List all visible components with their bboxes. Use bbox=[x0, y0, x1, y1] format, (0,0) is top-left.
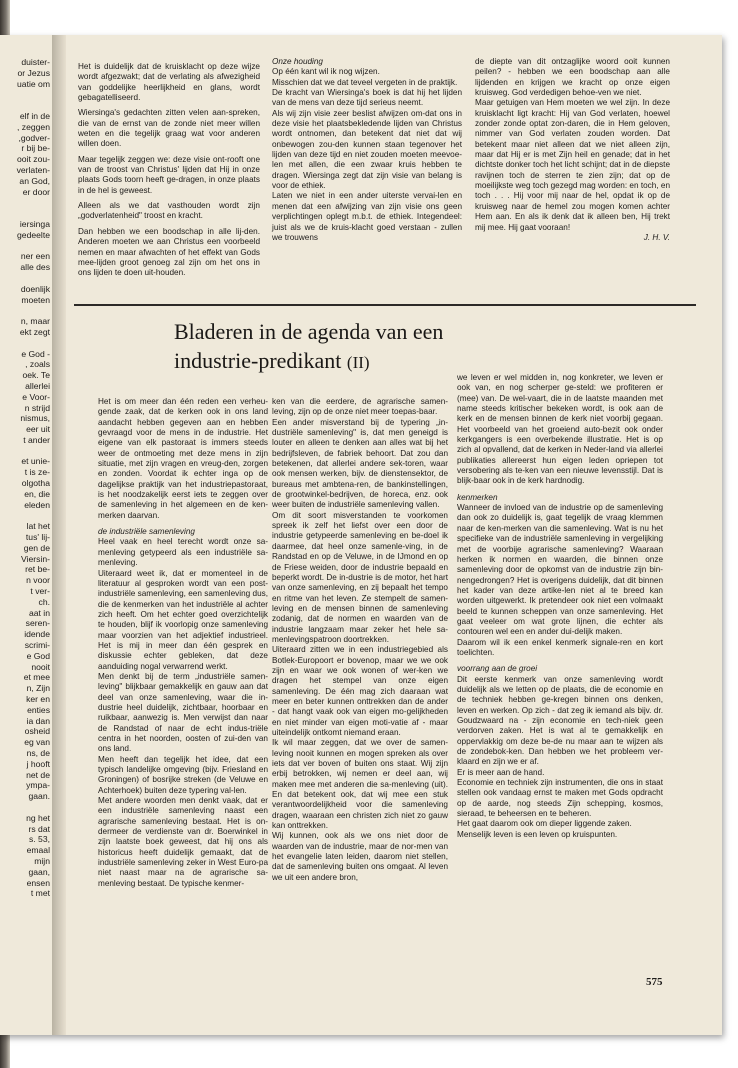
fragment-line: ng het bbox=[26, 812, 50, 823]
paragraph: Er is meer aan de hand. bbox=[457, 767, 545, 777]
paragraph: Op één kant wil ik nog wijzen. bbox=[272, 67, 380, 77]
paragraph: Maar getuigen van Hem moeten we wel zijn. In deze kruisklacht ligt kracht: Hij van God verlaten, hoewel zonder zonde optat zon-daren, die in Hem geloven, nimmer van God verlaten zouden worden. Dat betekent maar niet alleen dat we niet alleen zijn, maar dat Hij er is met Zijn heil en genade; dat in het dichtste donker toch het licht schijnt; dat in de diepste ravijnen toch de sterren te zien zijn; dat op de moeilijkste weg toch gezegd mag worden: en toch, en toch . . . Hij voor mij naar de hel, opdat ik op de kruisweg naar de hemel zou mogen komen achter Hem aan. En als ik denk dat ik alleen ben, Hij trekt mij mee. Hij gaat vooraan! bbox=[475, 98, 670, 232]
paragraph: Men denkt bij de term „industriële samen-leving" blijkbaar gemakkelijk en gauw aan dat deel van onze samenleving, waar die in-dustrie heel duidelijk, zichtbaar, hoorbaar en ruikbaar, aanwezig is. Men verwijst dan naar de Randstad of naar de echt indus-triële centra in het noorden, oosten of zui-den van ons land. bbox=[98, 671, 268, 754]
fragment-line: t is ze- bbox=[24, 467, 50, 478]
fragment-line: alle des bbox=[20, 262, 50, 273]
paragraph: Dan hebben we een boodschap in alle lij-den. Anderen moeten we aan Christus een voorbeeld nemen en maar afwachten of het effekt van Gods mee-lijden groot genoeg zal zijn om het ons in ons lijden te doen uit-houden. bbox=[78, 226, 260, 278]
fragment-line: et mee bbox=[23, 672, 50, 683]
fragment-line: er door bbox=[22, 186, 50, 197]
paragraph: Wiersinga's gedachten zitten velen aan-spreken, die van de ernst van de zonde niet meer willen weten en die tegelijk graag wat voor anderen willen doen. bbox=[78, 108, 260, 149]
fragment-line: gedeelte bbox=[17, 229, 50, 240]
paragraph: Menselijk leven is een leven op kruispunten. bbox=[457, 829, 618, 839]
fragment-line: ensen bbox=[26, 877, 50, 888]
fragment-line: idende bbox=[24, 629, 50, 640]
fragment-line: j hooft bbox=[26, 758, 50, 769]
paragraph: Men heeft dan tegelijk het idee, dat een typisch landelijke omgeving (bijv. Friesland en Groningen) of bosrijke streken (de Veluwe en Achterhoek) buiten deze typering val-len. bbox=[98, 754, 268, 795]
headline-line-2: industrie-predikant bbox=[174, 348, 342, 373]
fragment-line: gen de bbox=[23, 542, 50, 553]
paragraph: Maar tegelijk zeggen we: deze visie ont-rooft one van de troost van Christus' lijden dat Hij in onze plaats Gods toorn heeft ge-dragen, in onze plaats in de hel is geweest. bbox=[78, 154, 260, 195]
fragment-line: ch. bbox=[38, 596, 50, 607]
fragment-line: gaan. bbox=[28, 791, 50, 802]
paragraph: Als wij zijn visie zeer beslist afwijzen om-dat ons in deze visie het plaatsbekledende lijden van Christus wordt ontnomen, dan betekent dat niet dat wij onbewogen zou-den kunnen staan tegenover het lijden van deze tijd en niet zouden moeten meevoe-len met allen, die een zwaar kruis hebben te dragen. Wiersinga zegt dat zijn visie van belang is voor de ethiek. bbox=[272, 108, 462, 191]
fragment-line bbox=[10, 241, 50, 252]
fragment-line: ooit zou- bbox=[17, 154, 50, 165]
fragment-line: ympa- bbox=[26, 780, 50, 791]
fragment-line: osheid bbox=[24, 726, 50, 737]
fragment-line: lat het bbox=[26, 521, 50, 532]
fragment-line: t met bbox=[30, 888, 50, 899]
fragment-line: t ver- bbox=[30, 586, 50, 597]
article-headline bbox=[174, 317, 454, 377]
fragment-line: , zeggen bbox=[17, 121, 50, 132]
fragment-line: s. 53, bbox=[28, 834, 50, 845]
article-column-3 bbox=[457, 373, 663, 840]
paragraph: Alleen als we dat vasthouden wordt zijn „godverlatenheid" troost en kracht. bbox=[78, 201, 260, 221]
fragment-line bbox=[10, 802, 50, 813]
section-heading: kenmerken bbox=[457, 492, 498, 502]
fragment-line: e God bbox=[26, 650, 50, 661]
paragraph: Dit eerste kenmerk van onze samenleving wordt duidelijk als we letten op de plaats, die de economie en de techniek hebben ge-kregen binnen ons denken, leven en werken. Op zich - dat zeg ik iemand als bijv. dr. Goudzwaard na - zijn economie en tech-niek geen verdorven zaken. Het is wat al te gemakkelijk en oppervlakkig om deze be-de nu maar aan te wijzen als de zondebok-ken. Dan hebben we het probleem ver-klaard en zijn we er af. bbox=[457, 674, 663, 767]
paragraph: Ik wil maar zeggen, dat we over de samen-leving nooit kunnen en mogen spreken als over iets dat ver boven of buiten ons staat. Wij zijn erbij betrokken, wij nemen er deel aan, wij maken mee met anderen die sa-menleving (uit). En dat betekent ook, dat wij mee een stuk verantwoordelijkheid voor die samenleving dragen, waaraan een christen zich niet zo gauw kan onttrekken. bbox=[272, 738, 448, 831]
fragment-line: e Voor- bbox=[22, 391, 50, 402]
fragment-line: n, maar bbox=[20, 316, 50, 327]
fragment-line: ner een bbox=[20, 251, 50, 262]
paragraph: Misschien dat we dat teveel vergeten in de praktijk. bbox=[272, 77, 458, 87]
fragment-line: nooit bbox=[31, 661, 50, 672]
fragment-line: oek. Te bbox=[22, 370, 50, 381]
previous-page-fragments bbox=[10, 57, 50, 899]
fragment-line: eg van bbox=[24, 737, 50, 748]
paragraph: Met andere woorden men denkt vaak, dat er een industriële samenleving naast een agrarische samenleving bestaat. Het is on-dermeer de verdienste van dr. Boerwinkel in zijn laatste boek geweest, dat hij ons als historicus heeft duidelijk gemaakt, dat de industriële samenleving zeker in West Euro-pa niet naast maar na de agrarische sa-menleving bestaat. De typische kenmer- bbox=[98, 796, 268, 888]
paragraph: Om dit soort misverstanden te voorkomen spreek ik zelf het liefst over een door de industrie getypeerde samenleving en be-doel ik daarmee, dat heel onze samenle-ving, in de Randstad en op de Veluwe, in de IJmond en op de Friese weiden, door de industrie bepaald en beperkt wordt. De in-dustrie is de motor, het hart van onze samenleving, en zij bepaalt het tempo en ritme van het leven. Ze stempelt de samen-leving en de mensen binnen de samenleving zodanig, dat de normen en waarden van de industrie langzaam maar zeker het hele sa-menlevingspatroon doortrekken. bbox=[272, 510, 448, 644]
fragment-line: t ander bbox=[23, 434, 50, 445]
fragment-line bbox=[10, 208, 50, 219]
fragment-line: eer uit bbox=[26, 424, 50, 435]
fragment-line: iersinga bbox=[19, 218, 50, 229]
fragment-line: r bij be- bbox=[21, 143, 50, 154]
fragment-line bbox=[10, 100, 50, 111]
fragment-line: ekt zegt bbox=[19, 326, 50, 337]
paragraph: De kracht van Wiersinga's boek is dat hij het lijden van de mens van deze tijd serieus neemt. bbox=[272, 88, 462, 108]
section-heading: de industriële samenleving bbox=[98, 527, 195, 537]
paragraph: Economie en techniek zijn instrumenten, die ons in staat stellen ook vandaag ernst te maken met Gods opdracht op de aarde, nog steeds Zijn schepping, kosmos, sieraad, te beheersen en te beheren. bbox=[457, 778, 663, 819]
fragment-line bbox=[10, 89, 50, 100]
fragment-line: aat in bbox=[28, 607, 50, 618]
paragraph: Het gaat daarom ook om dieper liggende zaken. bbox=[457, 819, 632, 829]
fragment-line: rs dat bbox=[28, 823, 50, 834]
fragment-line: scrimi- bbox=[24, 640, 50, 651]
fragment-line: duister- bbox=[21, 57, 50, 67]
fragment-line: n strijd bbox=[24, 402, 50, 413]
top-article-column-3 bbox=[475, 57, 670, 248]
article-divider bbox=[74, 304, 696, 306]
fragment-line: nismus, bbox=[20, 413, 50, 424]
fragment-line: n voor bbox=[26, 575, 50, 586]
fragment-line: ret be- bbox=[25, 564, 50, 575]
fragment-line: ker en bbox=[26, 694, 50, 705]
paragraph: ken van die eerdere, de agrarische samen-leving, zijn op de onze niet meer toepas-baar. bbox=[272, 397, 448, 417]
fragment-line: ns, de bbox=[26, 748, 50, 758]
fragment-line: or Jezus bbox=[17, 67, 50, 78]
author-signature: J. H. V. bbox=[643, 232, 670, 242]
fragment-line: Viersin- bbox=[21, 553, 50, 564]
fragment-line bbox=[10, 446, 50, 457]
fragment-line: ia dan bbox=[26, 715, 50, 726]
paragraph: Laten we niet in een ander uiterste vervai-len en menen dat een afwijzing van zijn visie ons geen verplichtingen oplegt m.b.t. de ethiek. Integendeel: juist als we de kruis-klacht goed verstaan - zullen we trouwens bbox=[272, 191, 462, 242]
fragment-line: seren- bbox=[25, 618, 50, 629]
paragraph: de diepte van dit ontzaglijke woord ooit kunnen peilen? - hebben we een boodschap aan alle lijdenden en krijgen we kracht op onze eigen kruisweg. God verdedigen behoe-ven we niet. bbox=[475, 57, 670, 98]
section-heading: Onze houding bbox=[272, 57, 323, 66]
fragment-line: allerlei bbox=[25, 380, 50, 391]
fragment-line: olgotha bbox=[21, 478, 50, 489]
headline-part: (II) bbox=[346, 353, 370, 372]
fragment-line: net de bbox=[26, 769, 50, 780]
paragraph: Heel vaak en heel terecht wordt onze sa-menleving getypeerd als een industriële sa-menleving. bbox=[98, 537, 268, 568]
fragment-line: gaan, bbox=[28, 866, 50, 877]
fragment-line: an God, bbox=[19, 175, 50, 186]
article-column-1 bbox=[98, 397, 268, 889]
page-gutter bbox=[52, 35, 66, 1035]
fragment-line bbox=[10, 338, 50, 349]
fragment-line: et unie- bbox=[21, 456, 50, 467]
fragment-line: verlaten- bbox=[16, 164, 50, 175]
fragment-line: enties bbox=[27, 704, 50, 715]
fragment-line: eleden bbox=[24, 499, 50, 510]
intro-paragraph: Het is om meer dan één reden een verheu-gende zaak, dat de kerken ook in ons land aandacht hebben gegeven aan en hebben gevraagd voor de mens in de industrie. Het eigene van elk pastoraat is immers steeds weer de ontmoeting met deze mens in zijn situatie, met zijn vragen en vreug-den, zorgen en zonden. Voordat ik echter inga op de dagelijkse praktijk van het industriepastoraat, is het noodzakelijk eerst iets te zeggen over de samenleving in het algemeen en de ken-merken daarvan. bbox=[98, 397, 268, 520]
fragment-line: e God - bbox=[21, 348, 50, 359]
fragment-line: mijn bbox=[34, 855, 50, 866]
fragment-line: doenlijk bbox=[20, 283, 50, 294]
paragraph: we leven er wel midden in, nog konkreter, we leven er ook van, en nog scherper ge-steld: we profiteren er (mee) van. De wel-vaart, die in de laatste maanden met name steeds kritischer bekeken wordt, is ook aan de kerk en de mensen binnen de kerk niet voorbij gegaan. Het voorbeeld van het groeiend auto-bezit ook onder kerkgangers is een overbekende illustratie. Het is op zich al opvallend, dat de kerken in Neder-land via allerlei publikaties allereerst hun eigen leden opriepen tot versobering als te-ken van een nieuwe levensstijl. Dat is blijk-baar ook in de kerk hardnodig. bbox=[457, 373, 663, 486]
fragment-line: ,godver- bbox=[18, 132, 50, 143]
headline-line-1: Bladeren in de agenda van een bbox=[174, 319, 444, 344]
paragraph: Wanneer de invloed van de industrie op de samenleving dan ook zo duidelijk is, gaat tegelijk de vraag klemmen naar de ken-merken van die samenleving. Wat is nu het specifieke van de industriële samenleving in vergelijking met de voorbije agrarische samenleving? Waaraan herken ik normen en waarden, die binnen onze samenleving door de opkomst van de industrie zijn bin-nengedrongen? Het is overigens duidelijk, dat dit binnen het kader van deze artike-len niet al te breed kan worden uitgewerkt. Ik pretendeer ook niet een volmaakt beeld te kunnen scheppen van onze samenleving. Het gaat veeleer om wat grote lijnen, die echter als contouren wel een en ander dui-delijk maken. bbox=[457, 503, 663, 637]
paragraph: Een ander misverstand bij de typering „in-dustriële samenleving" is, dat men geneigd is louter en alleen te denken aan alles wat bij het bedrijfsleven, de fabriek behoort. Dat zou dan betekenen, dat allerlei andere sek-toren, waar ook mensen werken, bijv. de dienstensektor, de bureaus met ambtena-ren, de bankinstellingen, de grootwinkel-bedrijven, de horeca, enz. ook weer buiten de industriële samenleving vallen. bbox=[272, 417, 448, 510]
fragment-line bbox=[10, 273, 50, 284]
paragraph: Het is duidelijk dat de kruisklacht op deze wijze wordt afgezwakt; dat de verlating als afwezigheid van goddelijke heerlijkheid en glans, wordt gebagatelliseerd. bbox=[78, 62, 260, 103]
fragment-line bbox=[10, 305, 50, 316]
paragraph: Daarom wil ik een enkel kenmerk signale-ren en kort toelichten. bbox=[457, 637, 663, 657]
fragment-line: emaal bbox=[26, 845, 50, 856]
paragraph: Uiteraard weet ik, dat er momenteel in de literatuur al gesproken wordt van een post-industriële samenleving, een samenleving dus, die de kenmerken van het industriële al achter zich heeft. Om het echter goed overzichtelijk te houden, blijf ik voorlopig onze samenleving maar voorzien van het adjektief industrieel. Het is mij in meer dan één gesprek en diskussie echter gebleken, dat deze aanduiding nogal verwarrend werkt. bbox=[98, 568, 268, 671]
fragment-line bbox=[10, 510, 50, 521]
fragment-line: , zoals bbox=[25, 359, 50, 370]
fragment-line: tus' lij- bbox=[25, 532, 50, 543]
fragment-line bbox=[10, 197, 50, 208]
fragment-line: n, Zijn bbox=[26, 683, 50, 694]
paragraph: Uiteraard zitten we in een industriegebied als Botlek-Europoort er bovenop, maar we we ook zijn en waar we ook wonen of wer-ken we dragen het stempel van onze eigen samenleving. De één mag zich daaraan wat meer en beter kunnen onttrekken dan de ander - dat hangt vaak ook van eigen mo-gelijkheden en niet minder van eigen moti-vatie af - maar uiteindelijk ontkomt niemand eraan. bbox=[272, 645, 448, 737]
fragment-line: elf in de bbox=[19, 110, 50, 121]
magazine-page bbox=[0, 35, 722, 1035]
paragraph: Wij kunnen, ook als we ons niet door de waarden van de industrie, maar de nor-men van het evangelie laten leiden, daarom niet stellen, dat de samenleving buiten ons omgaat. Al leven we uit een andere bron, bbox=[272, 831, 448, 882]
top-article-column-2 bbox=[272, 57, 462, 243]
section-heading: voorrang aan de groei bbox=[457, 664, 538, 674]
page-number: 575 bbox=[646, 976, 663, 988]
fragment-line: en, die bbox=[24, 488, 50, 499]
fragment-line: uatie om bbox=[17, 78, 50, 89]
fragment-line: moeten bbox=[21, 294, 50, 305]
article-column-2 bbox=[272, 397, 448, 883]
top-article-column-1 bbox=[78, 62, 260, 284]
